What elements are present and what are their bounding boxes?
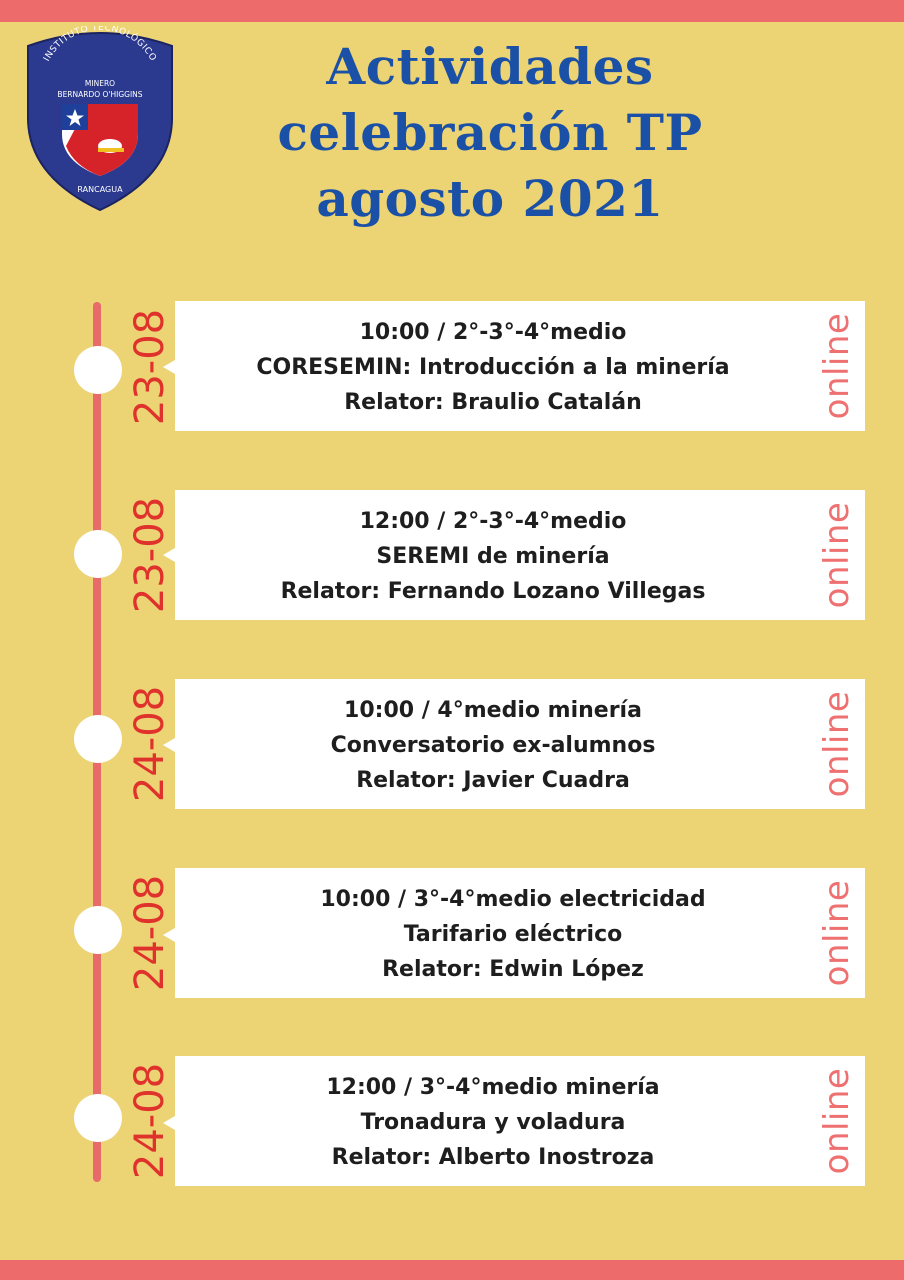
- event-mode: online: [817, 1067, 857, 1175]
- event-time: 10:00 / 3°-4°medio electricidad: [320, 887, 706, 912]
- card-pointer: [163, 1116, 175, 1130]
- title-line: agosto 2021: [316, 169, 664, 228]
- event-time: 10:00 / 4°medio minería: [344, 698, 642, 723]
- event-date: 24-08: [127, 685, 173, 803]
- card-pointer: [163, 548, 175, 562]
- event-speaker: Relator: Edwin López: [382, 957, 644, 982]
- event-card: [175, 301, 865, 431]
- page-title: [240, 34, 740, 232]
- card-pointer: [163, 928, 175, 942]
- event-card: [175, 868, 865, 998]
- event-speaker: Relator: Braulio Catalán: [344, 390, 642, 415]
- event-speaker: Relator: Alberto Inostroza: [331, 1145, 655, 1170]
- timeline-dot: [74, 1094, 122, 1142]
- event-date: 24-08: [127, 1062, 173, 1180]
- event-time: 12:00 / 2°-3°-4°medio: [359, 509, 627, 534]
- event-card: [175, 679, 865, 809]
- event-time: 10:00 / 2°-3°-4°medio: [359, 320, 627, 345]
- event-card: [175, 1056, 865, 1186]
- card-pointer: [163, 360, 175, 374]
- title-line: celebración TP: [277, 103, 703, 162]
- event-speaker: Relator: Fernando Lozano Villegas: [280, 579, 706, 604]
- event-title: Conversatorio ex-alumnos: [330, 733, 656, 758]
- timeline-dot: [74, 906, 122, 954]
- logo-top-text: INSTITUTO TECNOLÓGICO: [42, 26, 158, 64]
- event-title: Tronadura y voladura: [360, 1110, 626, 1135]
- title-line: Actividades: [326, 37, 654, 96]
- event-date: 23-08: [127, 496, 173, 614]
- event-time: 12:00 / 3°-4°medio minería: [326, 1075, 660, 1100]
- bottom-border: [0, 1260, 904, 1280]
- event-speaker: Relator: Javier Cuadra: [356, 768, 630, 793]
- timeline-dot: [74, 530, 122, 578]
- event-title: SEREMI de minería: [376, 544, 610, 569]
- event-date: 24-08: [127, 874, 173, 992]
- timeline-dot: [74, 346, 122, 394]
- logo-bottom-text: RANCAGUA: [77, 185, 123, 194]
- logo-line1: MINERO: [84, 79, 116, 88]
- event-mode: online: [817, 879, 857, 987]
- logo-line2: BERNARDO O'HIGGINS: [57, 90, 143, 99]
- top-border: [0, 0, 904, 22]
- event-mode: online: [817, 690, 857, 798]
- school-logo: [22, 26, 178, 212]
- event-title: Tarifario eléctrico: [403, 922, 623, 947]
- event-date: 23-08: [127, 308, 173, 426]
- event-card: [175, 490, 865, 620]
- card-pointer: [163, 738, 175, 752]
- event-title: CORESEMIN: Introducción a la minería: [256, 355, 730, 380]
- timeline-dot: [74, 715, 122, 763]
- event-mode: online: [817, 501, 857, 609]
- event-mode: online: [817, 312, 857, 420]
